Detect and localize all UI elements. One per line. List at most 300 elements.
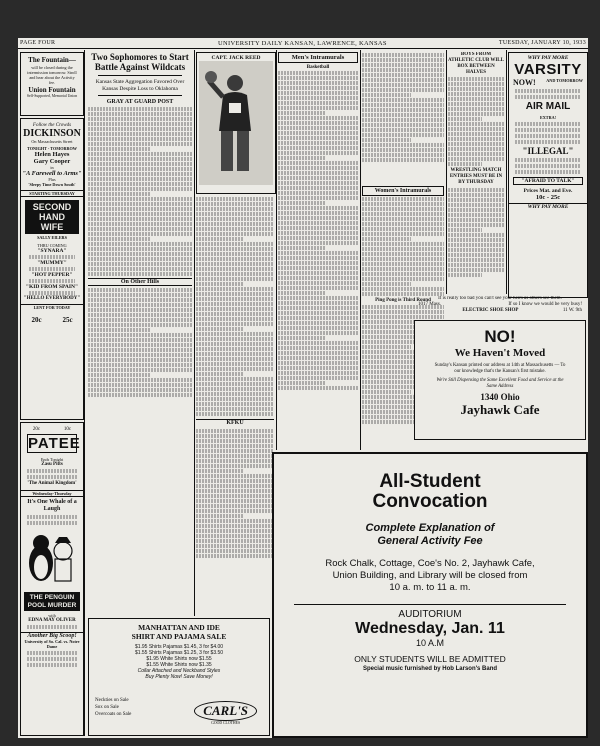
- convo-place: AUDITORIUM: [294, 604, 566, 620]
- text-line: [196, 352, 274, 356]
- text-line: [362, 78, 444, 82]
- text-line: [196, 267, 274, 271]
- text-line: [278, 226, 358, 230]
- text-line: [88, 338, 192, 342]
- text-line: [448, 147, 504, 151]
- text-line: [196, 327, 243, 331]
- text-line: [196, 474, 274, 478]
- text-line: [448, 87, 504, 91]
- jayhawk-cafe-ad: [414, 320, 586, 440]
- text-line: [278, 101, 358, 105]
- text-line: [88, 172, 192, 176]
- second-hand-wife-block: [25, 200, 79, 234]
- varsity-name: VARSITY: [514, 61, 582, 78]
- text-line: [362, 242, 444, 246]
- issue-date: TUESDAY, JANUARY 10, 1933: [498, 40, 586, 46]
- dickinson-sub: On Massachusetts Street: [31, 139, 73, 144]
- text-line: [196, 484, 274, 488]
- text-line: [278, 271, 358, 275]
- text-line: [448, 152, 504, 156]
- text-line: [448, 132, 504, 136]
- convo-day: Wednesday, Jan. 11: [355, 620, 505, 637]
- text-line: [278, 131, 358, 135]
- text-line: [448, 193, 504, 197]
- text-line: [196, 439, 274, 443]
- basketball-player-photo-icon: [199, 61, 273, 185]
- text-line: [278, 236, 358, 240]
- text-line: [196, 262, 274, 266]
- text-line: [362, 83, 444, 87]
- electric-name: ELECTRIC SHOE SHOP: [462, 308, 519, 313]
- text-line: [196, 387, 274, 391]
- text-line: [196, 429, 274, 433]
- text-line: [362, 68, 444, 72]
- intramural-sub: Basketball: [306, 65, 330, 70]
- text-line: [362, 133, 444, 137]
- text-line: [362, 212, 444, 216]
- convo-sub2: General Activity Fee: [377, 535, 483, 547]
- text-line: [448, 142, 504, 146]
- text-line: [278, 171, 358, 175]
- text-line: [278, 141, 358, 145]
- text-line: [196, 297, 274, 301]
- text-line: [196, 247, 274, 251]
- varsity-top: WHY PAY MORE: [527, 55, 569, 61]
- text-line: [88, 313, 192, 317]
- patee-tonight: Ends Tonight: [40, 457, 64, 462]
- text-line: [196, 312, 274, 316]
- electric-line1: It is really too bad you can't see your heirs as others see them.: [438, 296, 562, 301]
- text-line: [362, 108, 444, 112]
- text-line: [278, 71, 358, 75]
- text-line: [278, 301, 358, 305]
- kfku-title: KFKU: [196, 419, 274, 426]
- text-line: [196, 504, 274, 508]
- text-line: [278, 186, 358, 190]
- text-line: [88, 343, 192, 347]
- manhattan-title1: MANHATTAN AND IDE: [138, 623, 220, 632]
- patee-film: 'The Animal Kingdom': [27, 481, 77, 486]
- text-line: [196, 362, 274, 366]
- text-line: [448, 198, 504, 202]
- dickinson-film2: 'Sleepy Time Down South': [28, 182, 76, 187]
- text-line: [362, 63, 444, 67]
- penguin-cartoon-icon: [23, 529, 81, 587]
- varsity-price-val: 10c - 25c: [535, 194, 561, 201]
- text-line: [362, 143, 444, 147]
- text-line: [196, 277, 274, 281]
- text-line: [196, 292, 274, 296]
- text-line: [88, 227, 192, 231]
- text-line: [278, 231, 358, 235]
- convo-only: ONLY STUDENTS WILL BE ADMITTED: [354, 654, 506, 664]
- dickinson-film6: "HOT PEPPER": [31, 272, 73, 278]
- text-line: [88, 132, 192, 136]
- middle-article: [196, 196, 274, 614]
- text-line: [88, 247, 192, 251]
- text-line: [88, 298, 192, 302]
- patee-film3: THE PENGUIN POOL MURDER: [24, 592, 80, 611]
- text-line: [448, 273, 482, 277]
- text-line: [278, 356, 358, 360]
- text-line: [362, 98, 444, 102]
- manhattan-line2: $1.55 Shirts Pajamas $1.25, 3 for $3.50: [134, 650, 224, 656]
- fountain-body: will be closed during the intermission tomorrow. Stroll and hear about the Activity fee.: [27, 65, 77, 85]
- text-line: [196, 242, 274, 246]
- text-line: [88, 252, 192, 256]
- convo-body3: 10 a. m. to 11 a. m.: [389, 582, 471, 593]
- text-line: [88, 272, 192, 276]
- text-line: [278, 316, 358, 320]
- text-line: [196, 549, 274, 553]
- film3-line1: SECOND: [32, 202, 72, 212]
- text-line: [88, 212, 192, 216]
- text-line: [196, 307, 274, 311]
- text-line: [88, 242, 192, 246]
- text-line: [196, 342, 274, 346]
- varsity-film: AIR MAIL: [525, 101, 571, 112]
- text-line: [278, 251, 358, 255]
- text-line: [278, 146, 358, 150]
- manhattan-line1: $1.95 Shirts Pajamas $1.45, 3 for $4.00: [134, 644, 224, 650]
- text-line: [278, 386, 358, 390]
- text-line: [362, 148, 444, 152]
- dickinson-plus: Plus: [48, 177, 56, 182]
- text-line: [88, 107, 192, 111]
- dickinson-tonight: TONIGHT - TOMORROW: [27, 146, 77, 151]
- text-line: [88, 137, 192, 141]
- text-line: [88, 202, 192, 206]
- text-line: [362, 237, 411, 241]
- dickinson-name: DICKINSON: [23, 128, 81, 139]
- text-line: [448, 258, 504, 262]
- dickinson-starting: STARTING THURSDAY: [21, 190, 83, 197]
- text-line: [88, 308, 192, 312]
- text-line: [362, 58, 444, 62]
- text-line: [362, 138, 411, 142]
- text-line: [362, 207, 444, 211]
- fountain-title: The Fountain—: [28, 56, 76, 64]
- text-line: [278, 351, 358, 355]
- dickinson-price1: 20c: [31, 316, 42, 324]
- patee-film2: It's One Whale of a Laugh: [27, 499, 77, 512]
- text-line: [196, 554, 274, 558]
- text-line: [278, 366, 358, 370]
- text-line: [196, 382, 274, 386]
- text-line: [196, 347, 274, 351]
- varsity-tomorrow: AND TOMORROW: [546, 78, 583, 83]
- patee-ad: 20c 10c PATEE Ends Tonight Zasu Pitts 'The Animal Kingdom' Wednesday-Thursday It's One Whale of a Laugh THE PENGUIN POOL MURDER with EDNA MAY OLIVER Another Big Scoop! University of So. Cal. vs. Notre Dame: [20, 422, 84, 736]
- manhattan-coats: Overcoats on Sale: [95, 712, 132, 717]
- text-line: [196, 317, 274, 321]
- text-line: [196, 449, 274, 453]
- other-hills-subhead: On Other Hills: [88, 278, 192, 286]
- text-line: [88, 217, 192, 221]
- varsity-now: NOW!: [513, 78, 536, 87]
- text-line: [278, 206, 358, 210]
- text-line: [196, 524, 274, 528]
- text-line: [362, 345, 411, 349]
- electric-line2: If so I know we would be very busy!: [508, 302, 582, 307]
- patee-wed: Wednesday-Thursday: [21, 490, 83, 497]
- sophomores-deck: Kansas State Aggregation Favored Over Kansas Despite Loss to Oklahoma: [95, 79, 185, 92]
- text-line: [448, 243, 504, 247]
- text-line: [196, 514, 243, 518]
- text-line: [362, 53, 444, 57]
- dickinson-lead: Follow the Crowds: [32, 123, 72, 128]
- text-line: [278, 266, 358, 270]
- text-line: [196, 444, 274, 448]
- text-line: [278, 376, 358, 380]
- manhattan-line3: $1.95 White Shirts now $1.55: [146, 656, 212, 662]
- text-line: [278, 126, 358, 130]
- cafe-addr: 1340 Ohio: [480, 392, 520, 402]
- text-line: [196, 407, 274, 411]
- text-line: [88, 363, 192, 367]
- text-line: [362, 118, 444, 122]
- text-line: [88, 373, 150, 377]
- text-line: [88, 393, 192, 397]
- manhattan-ties: Neckties on Sale: [95, 698, 129, 703]
- text-line: [88, 388, 192, 392]
- dickinson-film7: "KID FROM SPAIN": [25, 284, 79, 290]
- text-line: [362, 222, 444, 226]
- text-line: [362, 88, 444, 92]
- varsity-extra: EXTRA!: [539, 115, 557, 120]
- text-line: [448, 228, 482, 232]
- text-line: [278, 341, 358, 345]
- text-line: [448, 188, 504, 192]
- text-line: [196, 539, 274, 543]
- electric-addr1: 1017 Mass.: [418, 302, 442, 307]
- text-line: [278, 276, 358, 280]
- text-line: [278, 151, 358, 155]
- text-line: [362, 217, 444, 221]
- text-line: [448, 213, 504, 217]
- text-line: [196, 212, 274, 216]
- text-line: [362, 158, 444, 162]
- convo-title2: Convocation: [372, 491, 488, 512]
- text-line: [278, 321, 358, 325]
- dickinson-price2: 25c: [62, 316, 73, 324]
- intramurals-column: [278, 52, 358, 482]
- text-line: [448, 137, 504, 141]
- text-line: [88, 117, 192, 121]
- page-number: PAGE FOUR: [20, 40, 56, 46]
- text-line: [196, 222, 274, 226]
- text-line: [196, 202, 274, 206]
- text-line: [196, 469, 243, 473]
- sophomores-headline: Two Sophomores to Start Battle Against Wildcats: [91, 52, 189, 72]
- text-line: [88, 257, 192, 261]
- text-line: [88, 127, 192, 131]
- text-line: [196, 459, 274, 463]
- capt-caption: CAPT. JACK REED: [211, 55, 261, 61]
- text-line: [362, 252, 444, 256]
- text-line: [88, 303, 192, 307]
- text-line: [448, 203, 504, 207]
- text-line: [88, 353, 192, 357]
- text-line: [88, 152, 192, 156]
- electric-addr2: 11 W. 9th: [562, 308, 582, 313]
- text-line: [88, 267, 192, 271]
- text-line: [196, 237, 243, 241]
- text-line: [196, 252, 274, 256]
- dickinson-star3: SALLY EILERS: [37, 235, 67, 240]
- dickinson-prices: LENT FOR TODAY: [21, 304, 83, 310]
- text-line: [278, 121, 358, 125]
- text-line: [196, 402, 274, 406]
- wrestling-subhead: WRESTLING MATCH ENTRIES MUST BE IN BY THURSDAY: [449, 168, 503, 185]
- text-line: [196, 257, 274, 261]
- text-line: [88, 167, 192, 171]
- text-line: [362, 287, 444, 291]
- text-line: [196, 529, 274, 533]
- text-line: [88, 368, 192, 372]
- text-line: [362, 267, 444, 271]
- dickinson-ad: [20, 118, 84, 420]
- text-line: [278, 361, 358, 365]
- text-line: [278, 331, 358, 335]
- text-line: [88, 182, 192, 186]
- text-line: [88, 162, 192, 166]
- varsity-prices: Prices Mat. and Eve.: [523, 188, 573, 194]
- text-line: [362, 272, 444, 276]
- text-line: [88, 383, 192, 387]
- text-line: [362, 153, 444, 157]
- manhattan-line4: $1.55 White Shirts now $1.35: [146, 662, 212, 668]
- dickinson-thru: THRU COMING: [37, 243, 67, 248]
- cafe-no: NO!: [484, 327, 516, 346]
- text-line: [278, 371, 358, 375]
- text-line: [196, 412, 274, 416]
- paper-title: UNIVERSITY DAILY KANSAN, LAWRENCE, KANSAS: [218, 40, 387, 47]
- electric-shoe-ad: [414, 296, 586, 316]
- text-line: [196, 434, 274, 438]
- text-line: [88, 112, 192, 116]
- text-line: [448, 112, 504, 116]
- text-line: [448, 117, 482, 121]
- text-line: [278, 246, 326, 250]
- text-line: [362, 93, 411, 97]
- text-line: [88, 222, 192, 226]
- patee-star2: EDNA MAY OLIVER: [28, 618, 76, 623]
- text-line: [88, 187, 192, 191]
- text-line: [196, 302, 274, 306]
- text-line: [278, 326, 358, 330]
- text-line: [448, 223, 504, 227]
- text-line: [196, 372, 243, 376]
- dickinson-in: in: [50, 165, 54, 170]
- text-line: [196, 287, 274, 291]
- text-line: [88, 293, 192, 297]
- carls-sub: GOOD CLOTHES: [211, 721, 241, 725]
- text-line: [88, 288, 192, 292]
- fountain-sub: Self-Supported, Memorial Union: [26, 94, 78, 98]
- text-line: [278, 191, 358, 195]
- varsity-film3: "AFRAID TO TALK": [513, 177, 583, 185]
- patee-star: Zasu Pitts: [41, 462, 63, 467]
- text-line: [196, 464, 274, 468]
- text-line: [278, 281, 358, 285]
- cafe-moved: We Haven't Moved: [454, 347, 546, 359]
- fountain-ad: [20, 52, 84, 116]
- text-line: [196, 272, 274, 276]
- text-line: [278, 201, 326, 205]
- dickinson-film5: "MUMMY": [37, 260, 67, 266]
- text-line: [196, 227, 274, 231]
- text-line: [278, 116, 358, 120]
- text-line: [362, 123, 444, 127]
- text-line: [88, 232, 192, 236]
- text-line: [448, 92, 504, 96]
- manhattan-line5: Collar Attached and Neckband Styles: [137, 668, 221, 674]
- text-line: [362, 247, 444, 251]
- text-line: [448, 263, 504, 267]
- carls-brand: CARL'S: [194, 701, 257, 721]
- manhattan-line6: Buy Plenty Now! Save Money!: [145, 674, 213, 680]
- text-line: [278, 291, 326, 295]
- text-line: [278, 256, 358, 260]
- text-line: [278, 241, 358, 245]
- womens-sub: Ping Pong is Third Round: [375, 298, 431, 303]
- text-line: [278, 91, 358, 95]
- dickinson-film1: "A Farewell to Arms": [22, 170, 82, 177]
- text-line: [278, 211, 358, 215]
- text-line: [278, 86, 358, 90]
- cafe-name: Jayhawk Cafe: [460, 402, 540, 417]
- text-line: [278, 81, 358, 85]
- convocation-ad: [272, 452, 588, 738]
- patee-footer2: University of So. Cal. vs. Notre Dame: [24, 639, 80, 649]
- dickinson-star1: Helen Hayes: [34, 151, 70, 158]
- text-line: [196, 357, 274, 361]
- text-line: [448, 107, 504, 111]
- text-line: [448, 97, 504, 101]
- masthead: [18, 38, 588, 48]
- varsity-bottom: WHY PAY MORE: [509, 203, 587, 210]
- sophomores-article: [88, 52, 192, 472]
- text-line: [278, 161, 358, 165]
- text-line: [196, 489, 274, 493]
- text-line: [278, 136, 358, 140]
- text-line: [196, 322, 274, 326]
- dickinson-star2: Gary Cooper: [33, 158, 71, 165]
- text-line: [278, 286, 358, 290]
- text-line: [88, 323, 192, 327]
- text-line: [448, 253, 504, 257]
- text-line: [362, 202, 444, 206]
- text-line: [362, 113, 444, 117]
- text-line: [88, 147, 150, 151]
- manhattan-shirt-ad: [88, 618, 270, 736]
- text-line: [278, 156, 326, 160]
- text-line: [278, 221, 358, 225]
- text-line: [88, 378, 192, 382]
- text-line: [278, 176, 358, 180]
- text-line: [362, 197, 444, 201]
- text-line: [362, 128, 444, 132]
- text-line: [88, 262, 192, 266]
- convo-body2: Union Building, and Library will be closed from: [332, 570, 528, 581]
- text-line: [88, 207, 192, 211]
- text-line: [196, 494, 274, 498]
- sophomores-subhead: GRAY AT GUARD POST: [106, 99, 174, 105]
- text-line: [196, 534, 274, 538]
- text-line: [196, 479, 274, 483]
- dickinson-film4: "SYNARA": [37, 248, 67, 254]
- text-line: [196, 282, 243, 286]
